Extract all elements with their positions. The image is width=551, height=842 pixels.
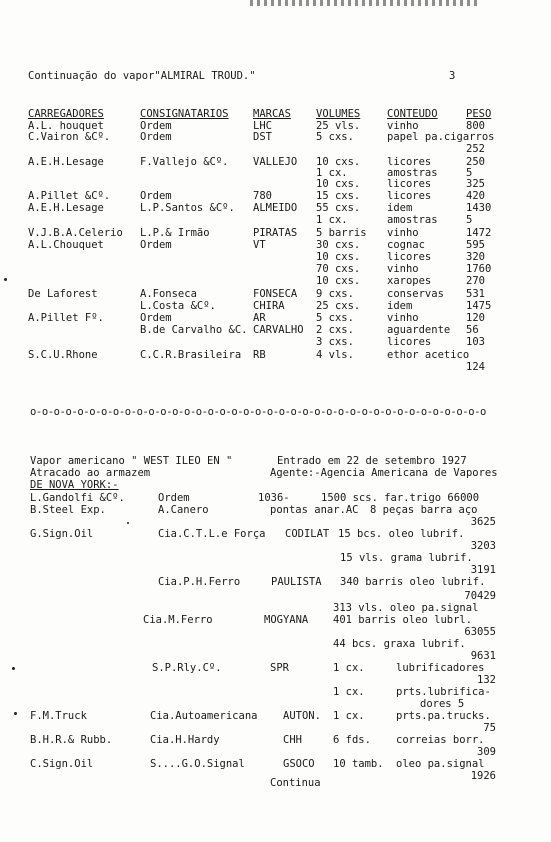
cell-marca: VT bbox=[253, 239, 266, 251]
entry-quantity: 10 tamb. bbox=[333, 758, 384, 770]
entry-consignee: Ordem bbox=[158, 492, 190, 504]
cell-conteudo: licores bbox=[387, 178, 432, 190]
cell-volumes: 1 cx. bbox=[316, 167, 348, 179]
cell-peso: 5 bbox=[466, 214, 473, 226]
entry-mark: GSOCO bbox=[283, 758, 315, 770]
cell-volumes: 10 cxs. bbox=[316, 156, 361, 168]
cell-consignatario: L.Costa &Cº. bbox=[140, 300, 216, 312]
cell-peso: 1475 bbox=[466, 300, 492, 312]
entry-consignee: Cia.C.T.L.e Força bbox=[158, 528, 266, 540]
entry-consignee: Cia.Autoamericana bbox=[150, 710, 258, 722]
cell-consignatario: Ordem bbox=[140, 239, 172, 251]
page-number: 3 bbox=[449, 70, 456, 82]
docking-line: Atracado ao armazem bbox=[30, 467, 151, 479]
cell-marca: VALLEJO bbox=[253, 156, 298, 168]
cell-conteudo: vinho bbox=[387, 263, 419, 275]
entry-weight: 9631 bbox=[470, 650, 496, 662]
cell-peso: 1430 bbox=[466, 202, 492, 214]
cell-volumes: 1 cx. bbox=[316, 214, 348, 226]
entry-contents: dores 5 bbox=[420, 698, 465, 710]
cell-consignatario: A.Fonseca bbox=[140, 288, 197, 300]
entry-mark: SPR bbox=[270, 662, 289, 674]
ink-speck bbox=[12, 667, 15, 670]
entry-quantity: 1500 scs. far.trigo 66000 bbox=[321, 492, 480, 504]
entry-contents: prts.pa.trucks. bbox=[396, 710, 491, 722]
entry-quantity: 15 bcs. oleo lubrif. bbox=[338, 528, 465, 540]
cell-peso: 5 bbox=[466, 167, 473, 179]
entry-quantity: 15 vls. grama lubrif. bbox=[340, 552, 473, 564]
col-header-consignatarios: CONSIGNATARIOS bbox=[140, 108, 229, 120]
col-header-marcas: MARCAS bbox=[253, 108, 291, 120]
cell-peso: 103 bbox=[466, 336, 485, 348]
cell-conteudo: aguardente bbox=[387, 324, 451, 336]
cell-conteudo: licores bbox=[387, 190, 432, 202]
ink-speck bbox=[14, 712, 17, 715]
entry-shipper: B.Steel Exp. bbox=[30, 504, 106, 516]
entry-quantity: 313 vls. oleo pa.signal bbox=[333, 602, 479, 614]
entry-weight: 3191 bbox=[470, 564, 496, 576]
entry-consignee: Cia.P.H.Ferro bbox=[158, 576, 241, 588]
entry-consignee: Cia.M.Ferro bbox=[143, 614, 213, 626]
cell-carregador: A.L. houquet bbox=[28, 120, 104, 132]
entry-mark: MOGYANA bbox=[264, 614, 309, 626]
cell-peso: 270 bbox=[466, 275, 485, 287]
cell-consignatario: Ordem bbox=[140, 190, 172, 202]
cell-conteudo: xaropes bbox=[387, 275, 432, 287]
cell-consignatario: Ordem bbox=[140, 120, 172, 132]
entry-weight: 63055 bbox=[464, 626, 496, 638]
arrival-date-line: Entrado em 22 de setembro 1927 bbox=[277, 455, 467, 467]
entry-weight: 75 bbox=[483, 722, 496, 734]
cell-marca: FONSECA bbox=[253, 288, 298, 300]
cell-carregador: S.C.U.Rhone bbox=[28, 349, 98, 361]
entry-consignee: S.P.Rly.Cº. bbox=[152, 662, 222, 674]
cell-peso: 800 bbox=[466, 120, 485, 132]
col-header-conteudo: CONTEUDO bbox=[387, 108, 438, 120]
agent-line: Agente:-Agencia Americana de Vapores bbox=[270, 467, 498, 479]
cell-conteudo: ethor acetico bbox=[387, 349, 470, 361]
cell-peso: 1472 bbox=[466, 227, 492, 239]
entry-weight: 70429 bbox=[464, 590, 496, 602]
entry-mark: 1036- bbox=[258, 492, 290, 504]
cell-carregador: De Laforest bbox=[28, 288, 98, 300]
cell-consignatario: C.C.R.Brasileira bbox=[140, 349, 242, 361]
cell-carregador: A.E.H.Lesage bbox=[28, 202, 104, 214]
cell-volumes: 55 cxs. bbox=[316, 202, 361, 214]
cell-volumes: 10 cxs. bbox=[316, 178, 361, 190]
entry-consignee: Cia.H.Hardy bbox=[150, 734, 220, 746]
cell-conteudo: amostras bbox=[387, 167, 438, 179]
cell-volumes: 10 cxs. bbox=[316, 275, 361, 287]
entry-weight: 3203 bbox=[470, 540, 496, 552]
entry-quantity: 1 cx. bbox=[333, 710, 365, 722]
cell-conteudo: papel pa.cigarros bbox=[387, 131, 495, 143]
entry-shipper: C.Sign.Oil bbox=[30, 758, 94, 770]
cell-peso: 120 bbox=[466, 312, 485, 324]
cell-peso: 595 bbox=[466, 239, 485, 251]
cell-peso: 531 bbox=[466, 288, 485, 300]
cell-marca: PIRATAS bbox=[253, 227, 298, 239]
dotted-divider: o-o-o-o-o-o-o-o-o-o-o-o-o-o-o-o-o-o-o-o-o-o-o-o-o-o-o-o-o-o-o-o-o-o-o-o-o-o-o bbox=[30, 406, 486, 418]
entry-quantity: 8 peças barra aço bbox=[370, 504, 478, 516]
cell-marca: LHC bbox=[253, 120, 272, 132]
continua-footer: Continua bbox=[270, 777, 321, 789]
cell-volumes: 15 cxs. bbox=[316, 190, 361, 202]
cell-peso: 420 bbox=[466, 190, 485, 202]
cell-volumes: 2 cxs. bbox=[316, 324, 354, 336]
cell-peso: 124 bbox=[466, 361, 485, 373]
cell-conteudo: cognac bbox=[387, 239, 425, 251]
cell-peso: 320 bbox=[466, 251, 485, 263]
cell-peso: 56 bbox=[466, 324, 479, 336]
cell-volumes: 10 cxs. bbox=[316, 251, 361, 263]
ship-name-line: Vapor americano " WEST ILEO EN " bbox=[30, 455, 233, 467]
entry-mark: PAULISTA bbox=[271, 576, 322, 588]
cell-peso: 325 bbox=[466, 178, 485, 190]
cell-volumes: 5 barris bbox=[316, 227, 367, 239]
cell-volumes: 5 cxs. bbox=[316, 131, 354, 143]
cell-marca: 780 bbox=[253, 190, 272, 202]
cell-peso: 1760 bbox=[466, 263, 492, 275]
cell-consignatario: L.P.Santos &Cº. bbox=[140, 202, 235, 214]
cell-volumes: 5 cxs. bbox=[316, 312, 354, 324]
cell-conteudo: vinho bbox=[387, 120, 419, 132]
entry-consignee: S....G.O.Signal bbox=[150, 758, 245, 770]
cell-consignatario: F.Vallejo &Cº. bbox=[140, 156, 229, 168]
ink-speck bbox=[127, 522, 129, 524]
cell-carregador: A.E.H.Lesage bbox=[28, 156, 104, 168]
cell-conteudo: conservas bbox=[387, 288, 444, 300]
entry-weight: 132 bbox=[477, 674, 496, 686]
cell-marca: CHIRA bbox=[253, 300, 285, 312]
entry-contents: oleo pa.signal bbox=[396, 758, 485, 770]
cell-consignatario: Ordem bbox=[140, 131, 172, 143]
cell-consignatario: B.de Carvalho &C. bbox=[140, 324, 248, 336]
cell-conteudo: licores bbox=[387, 156, 432, 168]
cell-marca: ALMEIDO bbox=[253, 202, 298, 214]
cell-marca: RB bbox=[253, 349, 266, 361]
cell-conteudo: idem bbox=[387, 202, 413, 214]
cell-conteudo: vinho bbox=[387, 227, 419, 239]
entry-quantity: 401 barris oleo lubrl. bbox=[333, 614, 473, 626]
origin-heading: DE NOVA YORK:- bbox=[30, 479, 119, 491]
cell-volumes: 25 cxs. bbox=[316, 300, 361, 312]
page-title: Continuação do vapor"ALMIRAL TROUD." bbox=[28, 70, 256, 82]
entry-mark: CODILAT bbox=[285, 528, 330, 540]
col-header-peso: PESO bbox=[466, 108, 492, 120]
cell-consignatario: Ordem bbox=[140, 312, 172, 324]
cell-peso: 252 bbox=[466, 143, 485, 155]
scan-artifact bbox=[250, 0, 480, 6]
entry-quantity: 6 fds. bbox=[333, 734, 371, 746]
cell-carregador: A.Pillet Fº. bbox=[28, 312, 104, 324]
cell-carregador: V.J.B.A.Celerio bbox=[28, 227, 123, 239]
cell-conteudo: vinho bbox=[387, 312, 419, 324]
entry-contents: correias borr. bbox=[396, 734, 485, 746]
entry-quantity: 340 barris oleo lubrif. bbox=[340, 576, 486, 588]
cell-volumes: 3 cxs. bbox=[316, 336, 354, 348]
entry-contents: lubrificadores bbox=[396, 662, 485, 674]
entry-mark: AUTON. bbox=[283, 710, 321, 722]
entry-weight: 1926 bbox=[470, 770, 496, 782]
cell-carregador: A.Pillet &Cº. bbox=[28, 190, 111, 202]
entry-weight: 3625 bbox=[470, 516, 496, 528]
entry-mark: CHH bbox=[283, 734, 302, 746]
cell-volumes: 9 cxs. bbox=[316, 288, 354, 300]
cell-carregador: C.Vairon &Cº. bbox=[28, 131, 111, 143]
cell-conteudo: licores bbox=[387, 336, 432, 348]
entry-shipper: G.Sign.Oil bbox=[30, 528, 94, 540]
entry-mark: pontas anar.AC bbox=[270, 504, 359, 516]
cell-volumes: 70 cxs. bbox=[316, 263, 361, 275]
entry-contents: prts.lubrifica- bbox=[396, 686, 491, 698]
cell-consignatario: L.P.& Irmão bbox=[140, 227, 210, 239]
entry-quantity: 1 cx. bbox=[333, 662, 365, 674]
entry-weight: 309 bbox=[477, 746, 496, 758]
entry-quantity: 1 cx. bbox=[333, 686, 365, 698]
cell-carregador: A.L.Chouquet bbox=[28, 239, 104, 251]
cell-conteudo: idem bbox=[387, 300, 413, 312]
cell-marca: AR bbox=[253, 312, 266, 324]
cell-marca: CARVALHO bbox=[253, 324, 304, 336]
cell-volumes: 30 cxs. bbox=[316, 239, 361, 251]
entry-consignee: A.Canero bbox=[158, 504, 209, 516]
ink-speck bbox=[4, 278, 7, 281]
entry-shipper: L.Gandolfi &Cº. bbox=[30, 492, 125, 504]
entry-quantity: 44 bcs. graxa lubrif. bbox=[333, 638, 466, 650]
cell-volumes: 25 vls. bbox=[316, 120, 361, 132]
entry-shipper: F.M.Truck bbox=[30, 710, 87, 722]
entry-shipper: B.H.R.& Rubb. bbox=[30, 734, 113, 746]
col-header-carregadores: CARREGADORES bbox=[28, 108, 104, 120]
cell-marca: DST bbox=[253, 131, 272, 143]
col-header-volumes: VOLUMES bbox=[316, 108, 361, 120]
cell-volumes: 4 vls. bbox=[316, 349, 354, 361]
cell-conteudo: amostras bbox=[387, 214, 438, 226]
cell-peso: 250 bbox=[466, 156, 485, 168]
cell-conteudo: licores bbox=[387, 251, 432, 263]
